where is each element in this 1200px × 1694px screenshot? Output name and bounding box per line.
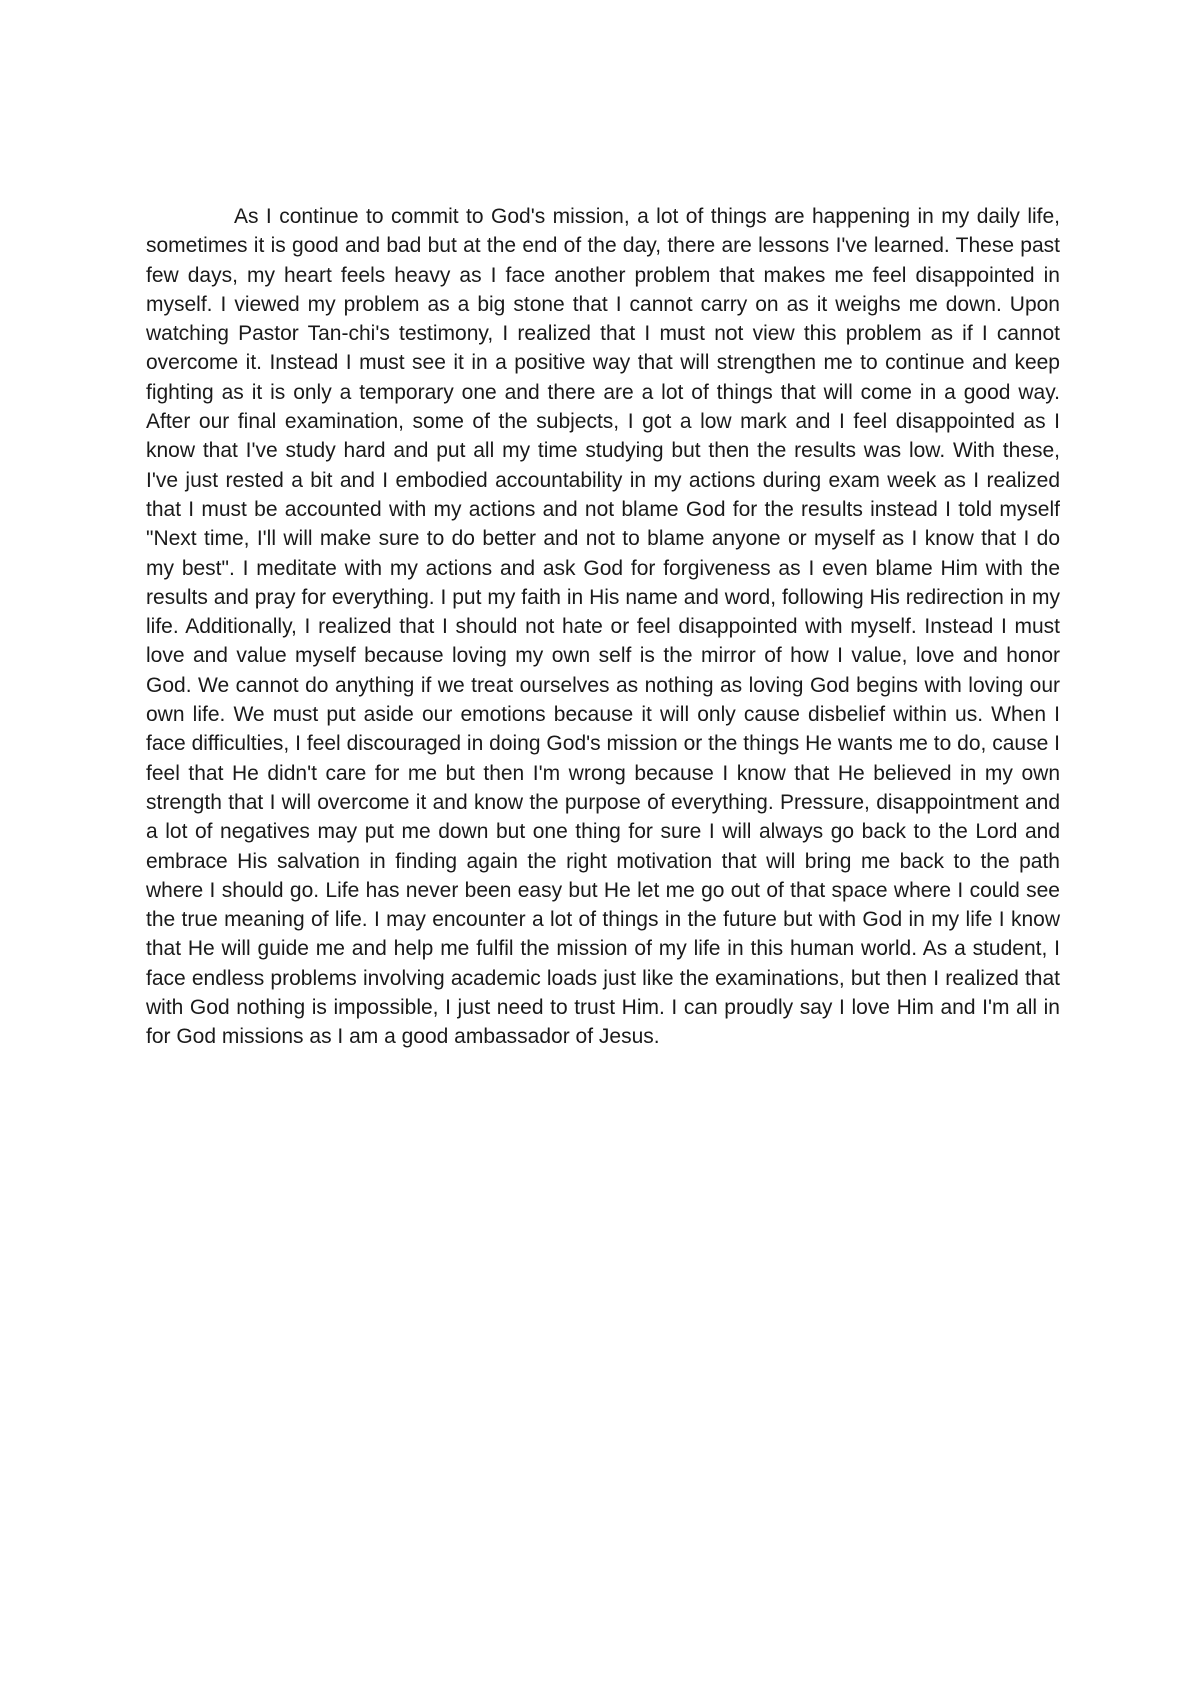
essay-paragraph: As I continue to commit to God's mission, a lot of things are happening in my daily life, sometimes it is good and bad but at the end of the day, there are lessons I've learned. These past few days, my heart feels heavy as I face another problem that makes me feel disappointed in myself. I viewed my problem as a big stone that I cannot carry on as it weighs me down. Upon watching Pastor Tan-chi's testimony, I realized that I must not view this problem as if I cannot overcome it. Instead I must see it in a positive way that will strengthen me to continue and keep fighting as it is only a temporary one and there are a lot of things that will come in a good way. After our final examination, some of the subjects, I got a low mark and I feel disappointed as I know that I've study hard and put all my time studying but then the results was low. With these, I've just rested a bit and I embodied accountability in my actions during exam week as I realized that I must be accounted with my actions and not blame God for the results instead I told myself "Next time, I'll will make sure to do better and not to blame anyone or myself as I know that I do my best". I meditate with my actions and ask God for forgiveness as I even blame Him with the results and pray for everything. I put my faith in His name and word, following His redirection in my life. Additionally, I realized that I should not hate or feel disappointed with myself. Instead I must love and value myself because loving my own self is the mirror of how I value, love and honor God. We cannot do anything if we treat ourselves as nothing as loving God begins with loving our own life. We must put aside our emotions because it will only cause disbelief within us. When I face difficulties, I feel discouraged in doing God's mission or the things He wants me to do, cause I feel that He didn't care for me but then I'm wrong because I know that He believed in my own strength that I will overcome it and know the purpose of everything. Pressure, disappointment and a lot of negatives may put me down but one thing for sure I will always go back to the Lord and embrace His salvation in finding again the right motivation that will bring me back to the path where I should go. Life has never been easy but He let me go out of that space where I could see the true meaning of life. I may encounter a lot of things in the future but with God in my life I know that He will guide me and help me fulfil the mission of my life in this human world. As a student, I face endless problems involving academic loads just like the examinations, but then I realized that with God nothing is impossible, I just need to trust Him. I can proudly say I love Him and I'm all in for God missions as I am a good ambassador of Jesus. xyxy=(146,205,1060,1049)
